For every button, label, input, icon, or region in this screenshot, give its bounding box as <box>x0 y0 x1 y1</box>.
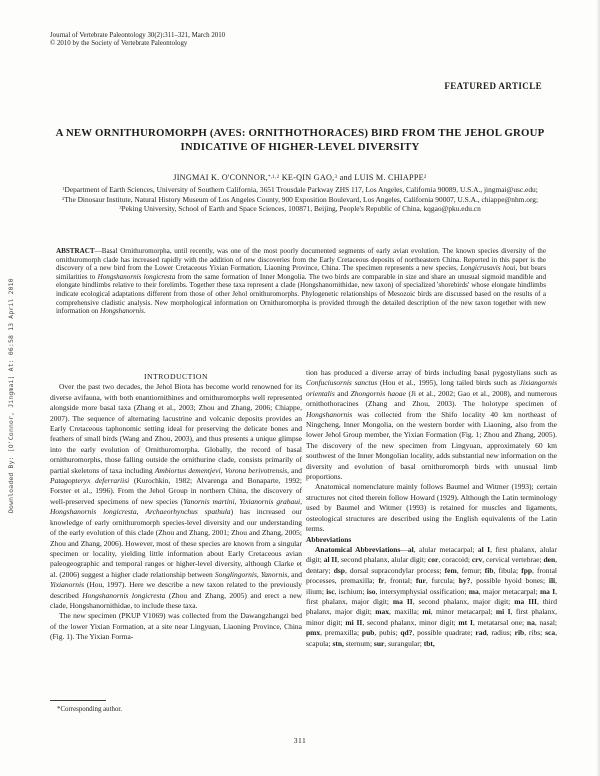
abbreviations-paragraph: Anatomical Abbreviations—al, alular metacarpal; al I, first phalanx, alular digit; al II, second phalanx, alular digit; cor, coracoid; crv, cervical vertebrae; den, dentary; dsp, dorsal supracondylar process; fem, femur; fib, fibula; fpp, frontal processes, premaxilla; fr, frontal; fur, furcula; hy?, possible hyoid bones; ili, ilium; isc, ischium; iso, intersymphysial ossification; ma, major metacarpal; ma I, first phalanx, major digit; ma II, second phalanx, major digit; ma III, third phalanx, major digit; max, maxilla; mi, minor metacarpal; mi I, first phalanx, minor digit; mi II, second phalanx, minor digit; mt I, metatarsal one; na, nasal; pmx, premaxilla; pub, pubis; qd?, possible quadrate; rad, radius; rib, ribs; sca, scapula; stn, sternum; sur, surangular; tbt, <box>306 544 558 648</box>
featured-article-label: FEATURED ARTICLE <box>444 81 542 91</box>
article-title-line1: A NEW ORNITHUROMORPH (AVES: ORNITHOTHORACES) BIRD FROM THE JEHOL GROUP <box>55 127 545 139</box>
corresponding-author-note: *Corresponding author. <box>57 706 123 713</box>
affiliation-1: $^1$Department of Earth Sciences, University of Southern California, 3651 Trousdale Parkway ZHS 117, Los Angeles, California 90089, U.S.A., jingmai@usc.edu; <box>62 185 538 194</box>
copyright-line: © 2010 by the Society of Vertebrate Paleontology <box>50 40 188 48</box>
introduction-heading: INTRODUCTION <box>143 372 209 381</box>
affiliation-3: $^3$Peking University, School of Earth and Space Sciences, 100871, Beijing, People's Republic of China, kqgao@pku.edu.cn <box>119 204 481 214</box>
download-watermark: Downloaded By: [O'Connor, Jingmai] At: 06:58 13 April 2010 <box>7 278 15 513</box>
footnote-divider <box>50 700 106 701</box>
nomenclature-paragraph: Anatomical nomenclature mainly follows Baumel and Witmer (1993); certain structures not cited therein follow Howard (1929). Although the Latin terminology used by Baumel and Witmer (1993) is retained for muscles and ligaments, osteological structures are described using the English equivalents of the Latin terms. <box>306 482 557 534</box>
footnote-block <box>50 700 122 713</box>
article-title-line2: INDICATIVE OF HIGHER-LEVEL DIVERSITY <box>180 140 420 153</box>
affiliations-block <box>42 185 558 214</box>
affiliation-2: $^2$The Dinosaur Institute, Natural History Museum of Los Angeles County, 900 Exposition Boulevard, Los Angeles, California 90007, U.S.A., chiappe@nhm.org; <box>61 194 539 204</box>
body-column-right <box>306 368 557 649</box>
article-title <box>38 127 562 154</box>
journal-header <box>50 32 225 49</box>
body-column-left <box>50 372 302 643</box>
journal-citation-line: Journal of Vertebrate Paleontology 30(2):311–321, March 2010 <box>50 32 226 39</box>
abbreviations-heading: Abbreviations <box>306 534 352 544</box>
intro-paragraph-2: The new specimen (PKUP V1069) was collected from the Dawangzhangzi bed of the lower Yixian Formation, at a site near Lingyuan, Liaoning Province, China (Fig. 1). The Yixian Forma- <box>50 611 302 642</box>
page-number: 311 <box>293 736 307 745</box>
intro-paragraph-2-continued: tion has produced a diverse array of birds including basal pygostylians such as Confuciusornis sanctus (Hou et al., 1995), long tailed birds such as Jixiangornis orientalis and Zhongornis haoae (Ji et al., 2002; Gao et al., 2008), and numerous ornithothoracines (Zhang and Zhou, 2003). The holotype specimen of Hongshanornis was collected from the Shifo locality 40 km northeast of Ningcheng, Inner Mongolia, on the western border with Liaoning, also from the lower Jehol Group member, the Yixian Formation (Fig. 1; Zhou and Zhang, 2005). The discovery of the new specimen from Lingyuan, approximately 60 km southwest of the Inner Mongolian locality, adds substantial new information on the diversity and evolution of basal ornithuromorph birds with unusual limb proportions. <box>306 368 557 482</box>
authors-line: JINGMAI K. O'CONNOR,$^{*,1,2}$ KE-QIN GAO,$^3$ and LUIS M. CHIAPPE$^2$ <box>173 173 427 182</box>
intro-paragraph-1: Over the past two decades, the Jehol Biota has become world renowned for its diverse avifauna, with both enantiornithines and ornithuromorphs well represented alongside more basal taxa (Zhang et al., 2003; Zhou and Zhang, 2006; Chiappe, 2007). The sequence of alternating lacustrine and volcanic deposits provides an Early Cretaceous taphonomic setting ideal for preserving the delicate bones and feathers of small birds (Wang and Zhou, 2003), and thus presents a unique glimpse into the early evolution of Ornithuromorpha. Globally, the record of basal ornithuromorphs, those falling outside the ornithurine clade, consists primarily of partial skeletons of taxa including Ambiortus dementjevi, Vorona berivotrensis, and Patagopteryx deferrariisi (Kurochkin, 1982; Alvarenga and Bonaparte, 1992; Forster et al., 1996). From the Jehol Group in northern China, the discovery of well-preserved specimens of new species (Yanornis martini, Yixianornis grabaui, Hongshanornis longicresta, Archaeorhynchus spathula) has increased our knowledge of early ornithuromorph species-level diversity and our understanding of the early evolution of this clade (Zhou and Zhang, 2001; Zhou and Zhang, 2005; Zhou and Zhang, 2006). However, most of these species are known from a singular specimen or locality, yielding little information about Early Cretaceous avian paleogeographic and temporal ranges or higher-level diversity, although Clarke et al. (2006) suggest a higher clade relationship between Songlingornis, Yanornis, and Yixianornis (Hou, 1997). Here we describe a new taxon related to the previously described Hongshanornis longicresta (Zhou and Zhang, 2005) and erect a new clade, Hongshanornithidae, to include these taxa. <box>50 382 302 610</box>
abstract-paragraph: ABSTRACT—Basal Ornithuromorpha, until recently, was one of the most poorly documented segments of early avian evolution. The known species diversity of the ornithuromorph clade has increased rapidly with the addition of new discoveries from the Early Cretaceous deposits of northeastern China. Reported in this paper is the discovery of a new bird from the Lower Cretaceous Yixian Formation, Liaoning Province, China. The specimen represents a new species, Longicrusavis houi, but bears similarities to Hongshanornis longicresta from the same formation of Inner Mongolia. The two birds are comparable in size and share an unusual sigmoid mandible and elongate hindlimbs relative to their forelimbs. Together these taxa represent a clade (Hongshanornithidae, new taxon) of specialized 'shorebirds' whose elongate hindlimbs indicate ecological adaptations different from those of other Jehol ornithuromorphs. Phylogenetic relationships of Mesozoic birds are discussed based on the results of a comprehensive cladistic analysis. New morphological information on Ornithuromorpha is provided through the detailed description of the new taxon together with new information on Hongshanornis. <box>56 247 546 316</box>
